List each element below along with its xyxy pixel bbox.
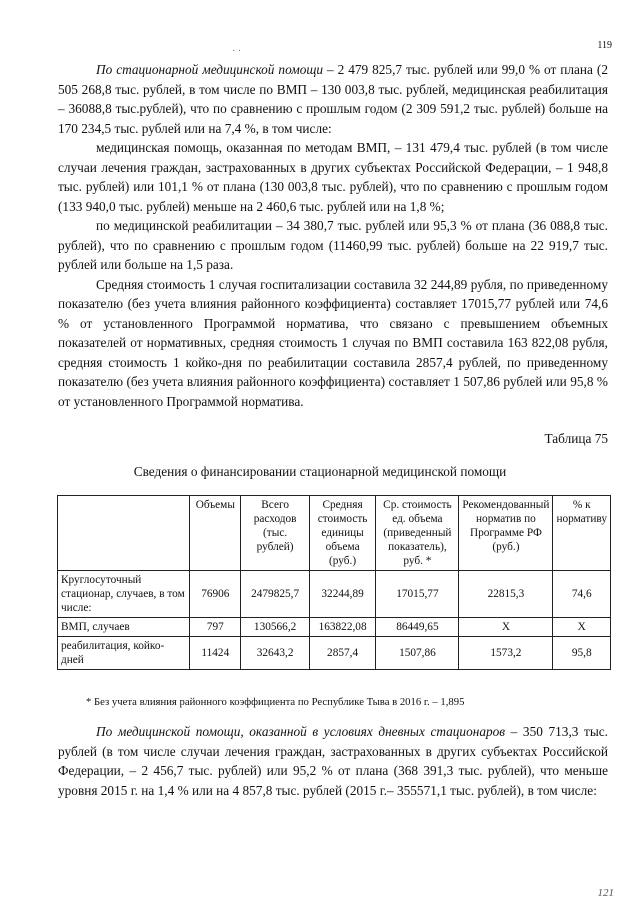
stationary-lead-italic: По стационарной медицинской помощи	[96, 62, 324, 77]
header-cell	[58, 496, 190, 571]
table-cell: 95,8	[553, 637, 611, 670]
table-row	[58, 637, 611, 670]
average-cost-paragraph: Средняя стоимость 1 случая госпитализации составила 32 244,89 рубля, по приведенному показателю (без учета влияния районного коэффициента) составляет 17015,77 рублей или 74,6 % от установленного Программой норматива, что связано с превышением объемных показателей от нормативных, средняя стоимость 1 случая по ВМП составила 163 822,08 рубля, средняя стоимость 1 койко-дня по реабилитации составила 2857,4 рублей, по приведенному показателю (без учета влияния районного коэффициента) составляет 1 507,86 рублей или 95,8 % от установленного Программой норматива.	[58, 276, 608, 409]
table-cell: 2857,4	[309, 637, 376, 670]
scan-mark: · ·	[232, 46, 242, 57]
header-cell: Средняя стоимость единицы объема (руб.)	[309, 496, 376, 571]
table-cell: 797	[190, 618, 241, 637]
table-cell: 74,6	[553, 571, 611, 618]
table-cell: 163822,08	[309, 618, 376, 637]
table-cell: 2479825,7	[241, 571, 309, 618]
table-cell: 22815,3	[459, 571, 553, 618]
stationary-lead-text: – 2 479 825,7 тыс. рублей или 99,0 % от плана (2 505 268,8 тыс. рублей, в том числе по ВМП – 130 003,8 тыс. рублей, медицинская реабилитация – 36088,8 тыс.рублей), что по сравнению с прошлым годом (2 309 591,2 тыс. рублей) больше на 170 234,5 тыс. рублей или на 7,4 %, в том числе:	[58, 62, 608, 136]
table-cell: ВМП, случаев	[58, 618, 190, 637]
table-footnote: * Без учета влияния районного коэффициента по Республике Тыва в 2016 г. – 1,895	[86, 696, 465, 708]
header-cell: % к нормативу	[553, 496, 611, 571]
table-cell: 32643,2	[241, 637, 309, 670]
handwritten-page-mark: 121	[597, 887, 614, 899]
table-cell: 76906	[190, 571, 241, 618]
day-hospital-lead-italic: По медицинской помощи, оказанной в условиях дневных стационаров	[96, 724, 506, 739]
table-header-row	[58, 496, 611, 571]
header-cell: Ср. стоимость ед. объема (приведенный показатель), руб. *	[376, 496, 459, 571]
table-cell: Круглосуточный стационар, случаев, в том числе:	[58, 571, 190, 618]
table-cell: 130566,2	[241, 618, 309, 637]
day-hospital-lead-text: – 350 713,3 тыс. рублей (в том числе случаи лечения граждан, застрахованных в других субъектах Российской Федерации, – 2 456,7 тыс. рублей) или 95,2 % от плана (368 391,3 тыс. рублей), что меньше уровня 2015 г. на 1,4 % или на 4 857,8 тыс. рублей (2015 г.– 355571,1 тыс. рублей), в том числе:	[58, 724, 609, 798]
header-cell: Всего расходов (тыс. рублей)	[241, 496, 309, 571]
page-number: 119	[597, 40, 612, 51]
table-cell: 32244,89	[309, 571, 376, 618]
header-cell: Рекомендованный норматив по Программе РФ (руб.)	[459, 496, 553, 571]
header-cell: Объемы	[190, 496, 241, 571]
table-cell: реабилитация, койко-дней	[58, 637, 190, 670]
table-cell: 17015,77	[376, 571, 459, 618]
table-cell: 86449,65	[376, 618, 459, 637]
table-cell: 1507,86	[376, 637, 459, 670]
table-cell: X	[553, 618, 611, 637]
stationary-lead-paragraph	[58, 60, 608, 138]
financing-table	[57, 495, 611, 670]
table-cell: X	[459, 618, 553, 637]
table-row	[58, 618, 611, 637]
table-cell: 11424	[190, 637, 241, 670]
table-title: Сведения о финансировании стационарной медицинской помощи	[133, 464, 507, 479]
section-day-hospital	[58, 722, 608, 800]
vmp-item-paragraph: медицинская помощь, оказанная по методам ВМП, – 131 479,4 тыс. рублей (в том числе случаи лечения граждан, застрахованных в других субъектах Российской Федерации, – 1 948,8 тыс. рублей) или 101,1 % от плана (130 003,8 тыс. рублей), что по сравнению с прошлым годом (133 940,0 тыс. рублей) меньше на 2 460,6 тыс. рублей или на 1,8 %;	[58, 140, 608, 214]
day-hospital-paragraph	[58, 722, 608, 800]
table-row	[58, 571, 611, 618]
rehab-item-paragraph: по медицинской реабилитации – 34 380,7 тыс. рублей или 95,3 % от плана (36 088,8 тыс. рублей), что по сравнению с прошлым годом (11460,99 тыс. рублей) больше на 22 919,7 тыс. рублей или больше на 1,5 раза.	[58, 218, 608, 272]
section-stationary-care	[58, 60, 608, 411]
table-number-label: Таблица 75	[544, 431, 608, 446]
table-cell: 1573,2	[459, 637, 553, 670]
